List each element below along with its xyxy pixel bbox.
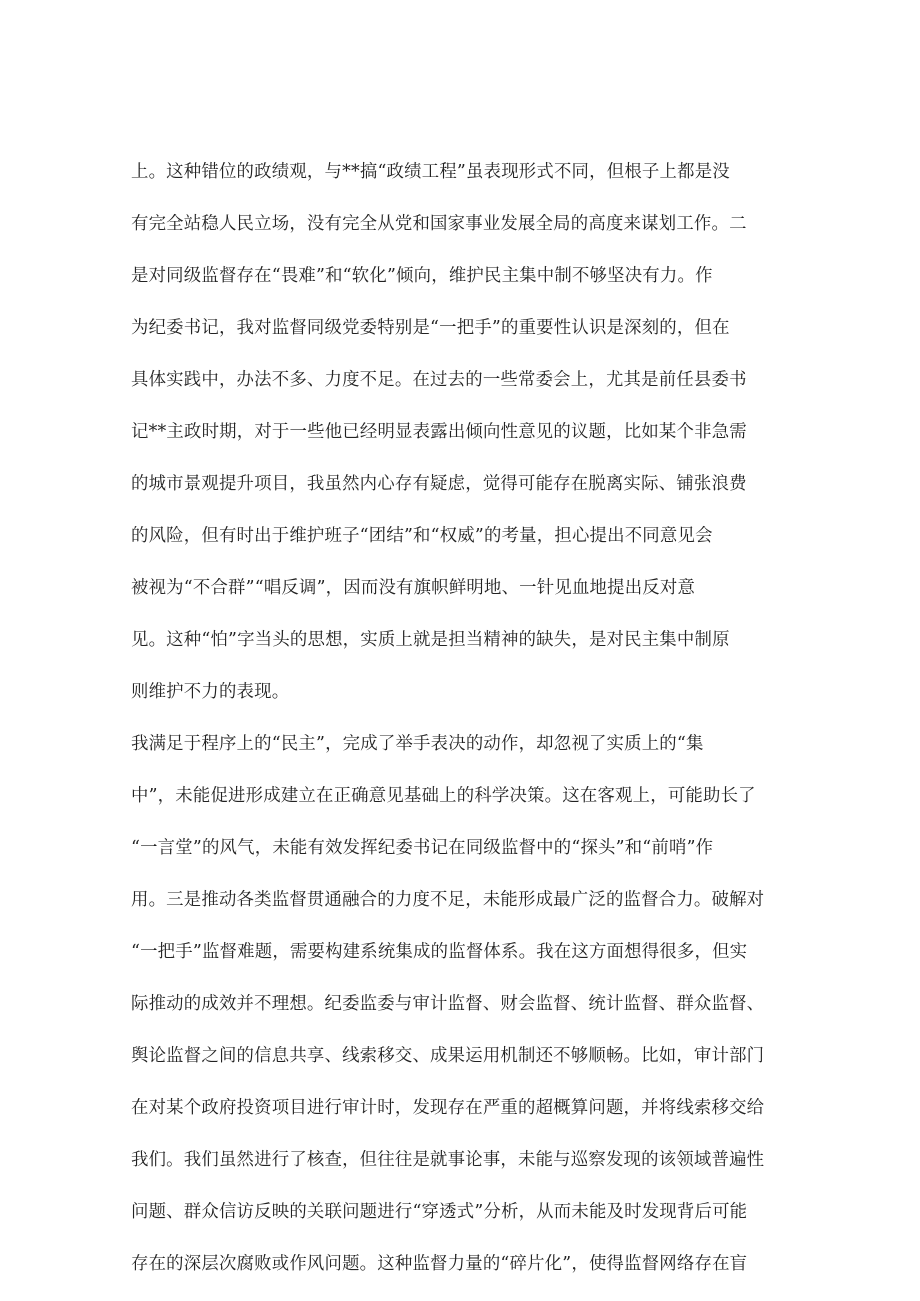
text-line: 的风险，但有时出于维护班子“团结”和“权威”的考量，担心提出不同意见会	[131, 526, 713, 546]
text-line: 我们。我们虽然进行了核查，但往往是就事论事，未能与巡察发现的该领域普遍性	[131, 1150, 765, 1170]
text-line: 记**主政时期，对于一些他已经明显表露出倾向性意见的议题，比如某个非急需	[131, 422, 747, 442]
text-line: 具体实践中，办法不多、力度不足。在过去的一些常委会上，尤其是前任县委书	[131, 370, 747, 390]
text-line: 有完全站稳人民立场，没有完全从党和国家事业发展全局的高度来谋划工作。二	[131, 214, 747, 234]
text-line: 在对某个政府投资项目进行审计时，发现存在严重的超概算问题，并将线索移交给	[131, 1098, 765, 1118]
text-line: 舆论监督之间的信息共享、线索移交、成果运用机制还不够顺畅。比如，审计部门	[131, 1046, 765, 1066]
text-line: “一把手”监督难题，需要构建系统集成的监督体系。我在这方面想得很多，但实	[131, 942, 748, 962]
text-line: 是对同级监督存在“畏难”和“软化”倾向，维护民主集中制不够坚决有力。作	[131, 266, 713, 286]
text-line: 中”，未能促进形成建立在正确意见基础上的科学决策。这在客观上，可能助长了	[131, 786, 756, 806]
text-line: 上。这种错位的政绩观，与**搞“政绩工程”虽表现形式不同，但根子上都是没	[131, 162, 730, 182]
text-line: 的城市景观提升项目，我虽然内心存有疑虑，觉得可能存在脱离实际、铺张浪费	[131, 474, 747, 494]
text-line: 用。三是推动各类监督贯通融合的力度不足，未能形成最广泛的监督合力。破解对	[131, 890, 765, 910]
text-line: 被视为“不合群”“唱反调”，因而没有旗帜鲜明地、一针见血地提出反对意	[131, 578, 696, 598]
text-line: 问题、群众信访反映的关联问题进行“穿透式”分析，从而未能及时发现背后可能	[131, 1202, 748, 1222]
text-line: 则维护不力的表现。	[131, 682, 290, 702]
text-line: 存在的深层次腐败或作风问题。这种监督力量的“碎片化”，使得监督网络存在盲	[131, 1254, 748, 1274]
text-line: 际推动的成效并不理想。纪委监委与审计监督、财会监督、统计监督、群众监督、	[131, 994, 765, 1014]
text-line: 为纪委书记，我对监督同级党委特别是“一把手”的重要性认识是深刻的，但在	[131, 318, 730, 338]
text-line: 我满足于程序上的“民主”，完成了举手表决的动作，却忽视了实质上的“集	[131, 734, 704, 754]
text-line: 见。这种“怕”字当头的思想，实质上就是担当精神的缺失，是对民主集中制原	[131, 630, 730, 650]
text-line: “一言堂”的风气，未能有效发挥纪委书记在同级监督中的“探头”和“前哨”作	[131, 838, 714, 858]
